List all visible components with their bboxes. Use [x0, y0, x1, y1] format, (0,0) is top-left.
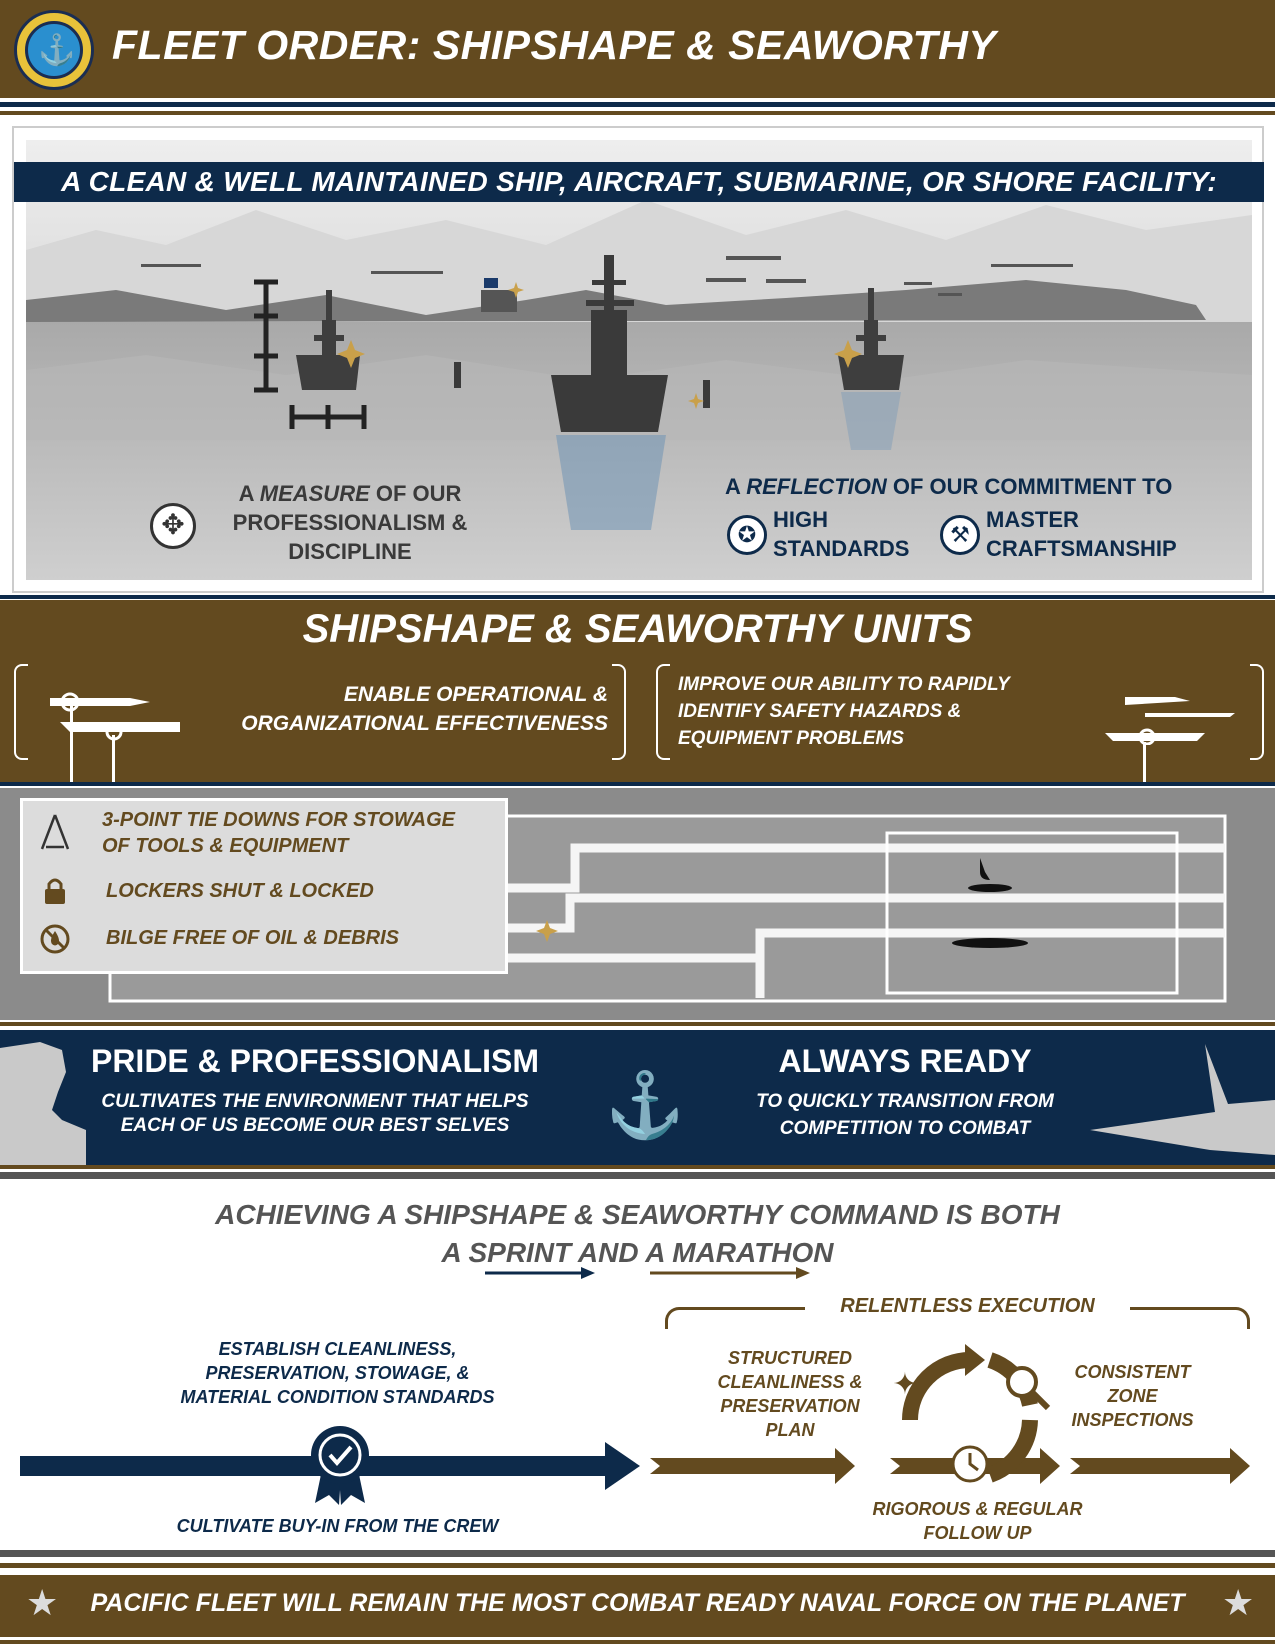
photo-banner: A CLEAN & WELL MAINTAINED SHIP, AIRCRAFT, SUBMARINE, OR SHORE FACILITY: [14, 162, 1264, 202]
right-bracket [656, 664, 670, 760]
divider [0, 1022, 1275, 1026]
star-icon: ★ [1222, 1582, 1255, 1623]
anchor-seal-icon: ⚓ [25, 21, 83, 79]
achieving-title: ACHIEVING A SHIPSHAPE & SEAWORTHY COMMAND IS BOTH A SPRINT AND A MARATHON [215, 1199, 1060, 1268]
master-craftsmanship-label: MASTER CRAFTSMANSHIP [986, 507, 1177, 561]
high-standards-label: HIGH STANDARDS [773, 507, 910, 561]
command-seal [14, 10, 94, 90]
right-bracket-close [1250, 664, 1264, 760]
measure-line1: A MEASURE OF OUR [238, 481, 462, 506]
follow-up-text: RIGOROUS & REGULAR FOLLOW UP [872, 1499, 1083, 1543]
structured-plan-text: STRUCTURED CLEANLINESS & PRESERVATION PLAN [717, 1348, 863, 1440]
pride-title: PRIDE & PROFESSIONALISM [90, 1043, 540, 1079]
relentless-execution-label: RELENTLESS EXECUTION [805, 1294, 1130, 1318]
divider [0, 1563, 1275, 1568]
buy-in-text: CULTIVATE BUY-IN FROM THE CREW [176, 1516, 499, 1536]
pride-subtitle: CULTIVATES THE ENVIRONMENT THAT HELPS EACH OF US BECOME OUR BEST SELVES [101, 1091, 529, 1136]
hammers-icon: ⚒ [940, 515, 980, 555]
star-icon: ★ [26, 1582, 59, 1623]
improve-ability-text: IMPROVE OUR ABILITY TO RAPIDLY IDENTIFY SAFETY HAZARDS & EQUIPMENT PROBLEMS [678, 674, 1010, 749]
jet-ship-silhouette [1105, 685, 1240, 745]
divider [0, 1640, 1275, 1644]
reflection-caption: A REFLECTION OF OUR COMMITMENT TO [725, 474, 1173, 499]
checklist-item-tie-downs: 3-POINT TIE DOWNS FOR STOWAGE OF TOOLS & EQUIPMENT [102, 809, 455, 857]
divider [0, 111, 1275, 115]
tie-down-icon [38, 813, 72, 853]
sparkle-icon: ✦ [892, 1368, 918, 1401]
divider [0, 1165, 1275, 1169]
anchor-icon: ⚓ [605, 1069, 685, 1141]
measure-caption [205, 479, 495, 566]
always-ready-subtitle: TO QUICKLY TRANSITION FROM COMPETITION TO COMBAT [756, 1091, 1054, 1139]
footer-slogan: PACIFIC FLEET WILL REMAIN THE MOST COMBAT READY NAVAL FORCE ON THE PLANET [90, 1589, 1185, 1617]
award-ribbon-icon: ✪ [727, 515, 767, 555]
checklist-item-lockers: LOCKERS SHUT & LOCKED [106, 880, 374, 902]
measure-line3: DISCIPLINE [288, 539, 412, 564]
checklist-item-bilge: BILGE FREE OF OIL & DEBRIS [106, 927, 399, 949]
clock-icon [950, 1444, 990, 1484]
sprint-arrow [485, 1266, 595, 1280]
measure-arrows-icon: ✥ [150, 503, 196, 549]
enable-effectiveness-text: ENABLE OPERATIONAL & ORGANIZATIONAL EFFECTIVENESS [241, 683, 608, 735]
connector-line [112, 735, 115, 795]
page-title: FLEET ORDER: SHIPSHAPE & SEAWORTHY [112, 22, 997, 68]
left-bracket-close [612, 664, 626, 760]
aircraft-ship-silhouette [40, 680, 180, 750]
checkmark-badge-icon [305, 1425, 375, 1505]
no-oil-icon [38, 922, 72, 956]
magnifier-icon [1002, 1362, 1052, 1412]
always-ready-title: ALWAYS READY [778, 1043, 1032, 1079]
divider [0, 1172, 1275, 1179]
lock-icon [42, 876, 68, 906]
divider [0, 782, 1275, 786]
marathon-arrow [650, 1266, 810, 1280]
establish-standards-text: ESTABLISH CLEANLINESS, PRESERVATION, STOWAGE, & MATERIAL CONDITION STANDARDS [180, 1339, 495, 1407]
measure-line2: PROFESSIONALISM & [232, 510, 468, 535]
divider [0, 1550, 1275, 1557]
left-bracket [14, 664, 28, 760]
units-title: SHIPSHAPE & SEAWORTHY UNITS [302, 607, 973, 651]
zone-inspections-text: CONSISTENT ZONE INSPECTIONS [1071, 1362, 1194, 1430]
divider [0, 595, 1275, 599]
